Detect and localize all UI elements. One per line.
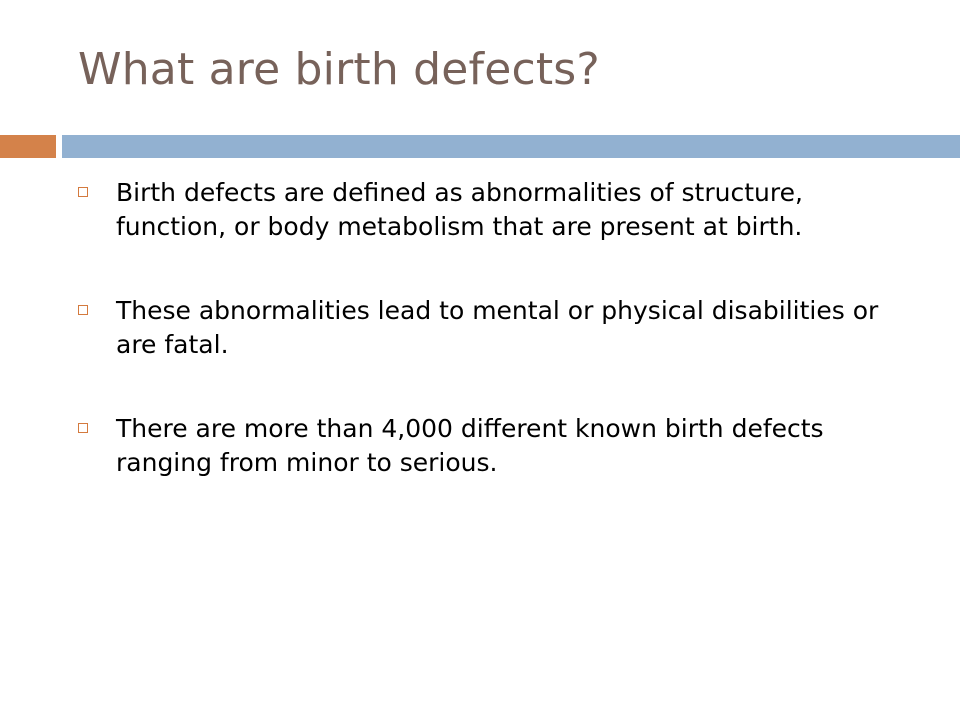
- hollow-square-icon: [78, 423, 88, 433]
- bullet-item: [78, 412, 898, 480]
- bullet-item: [78, 294, 898, 362]
- hollow-square-icon: [78, 305, 88, 315]
- slide-title: What are birth defects?: [78, 44, 600, 95]
- title-accent-bar: [0, 135, 56, 158]
- bullet-text: There are more than 4,000 different known birth defects ranging from minor to serious.: [116, 414, 824, 477]
- title-divider-bar: [62, 135, 960, 158]
- bullet-text: These abnormalities lead to mental or physical disabilities or are fatal.: [116, 296, 879, 359]
- bullet-list: [78, 176, 898, 530]
- hollow-square-icon: [78, 187, 88, 197]
- bullet-text: Birth defects are defined as abnormalities of structure, function, or body metabolism that are present at birth.: [116, 178, 803, 241]
- bullet-item: [78, 176, 898, 244]
